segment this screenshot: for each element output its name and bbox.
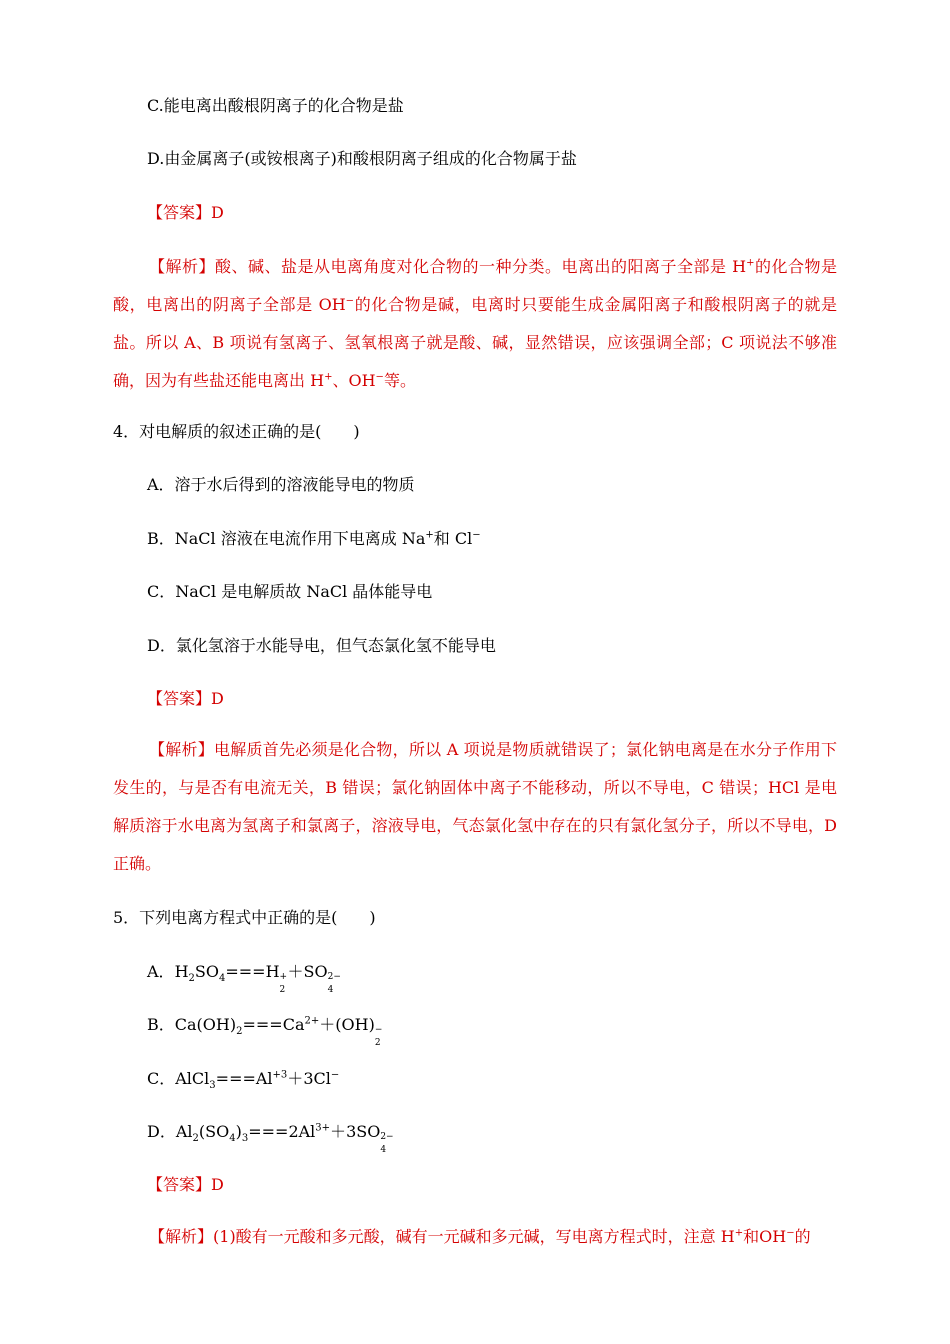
q4-answer: 【答案】D [147, 689, 224, 708]
q4-option-d: D．氯化氢溶于水能导电，但气态氯化氢不能导电 [147, 636, 496, 655]
q4-option-b: B．NaCl 溶液在电流作用下电离成 Na+和 Cl− [147, 529, 481, 548]
q4-option-a: A．溶于水后得到的溶液能导电的物质 [147, 475, 415, 494]
option-d: D.由金属离子(或铵根离子)和酸根阴离子组成的化合物属于盐 [147, 149, 577, 168]
q5-analysis: 【解析】(1)酸有一元酸和多元酸，碱有一元碱和多元碱，写电离方程式时，注意 H+和OH−的 [149, 1227, 811, 1246]
analysis-label: 【解析】 [149, 257, 216, 276]
answer: 【答案】D [147, 203, 224, 222]
q4-option-c: C．NaCl 是电解质故 NaCl 晶体能导电 [147, 582, 433, 601]
question-4-stem: 4．对电解质的叙述正确的是( ) [113, 422, 360, 441]
question-5-stem: 5．下列电离方程式中正确的是( ) [113, 908, 376, 927]
q5-option-c: C．$AlCl_3===Al^{+3}+3Cl^-$ [147, 1069, 340, 1092]
q5-option-a: A．$H_2SO_4===H$ + 2 ＋SO 2− 4 [147, 962, 341, 995]
option-c: C.能电离出酸根阴离子的化合物是盐 [147, 96, 404, 115]
q5-answer: 【答案】D [147, 1175, 224, 1194]
q5-option-b: B．$Ca(OH)_2===Ca^{2+}+(OH)$ − 2 [147, 1015, 383, 1048]
q4-analysis: 【解析】电解质首先必须是化合物，所以 A 项说是物质就错误了；氯化钠电离是在水分子作用下发生的，与是否有电流无关，B 错误；氯化钠固体中离子不能移动，所以不导电，C 错误；HCl 是电解质溶于水电离为氢离子和氯离子，溶液导电，气态氯化氢中存在的只有氯化氢分子，所以不导电，D 正确。 [113, 740, 837, 873]
q5-option-d: D．$Al_2(SO_4)_3===2Al^{3+}+3SO$ 2− 4 [147, 1122, 394, 1155]
analysis-paragraph: 【解析】酸、碱、盐是从电离角度对化合物的一种分类。电离出的阳离子全部是 H+的化合物是酸，电离出的阴离子全部是 OH−的化合物是碱，电离时只要能生成金属阳离子和酸根阴离子的就是盐。所以 A、B 项说有氢离子、氢氧根离子就是酸、碱，显然错误，应该强调全部；C 项说法不够准确，因为有些盐还能电离出 H+、OH−等。 [113, 257, 837, 390]
